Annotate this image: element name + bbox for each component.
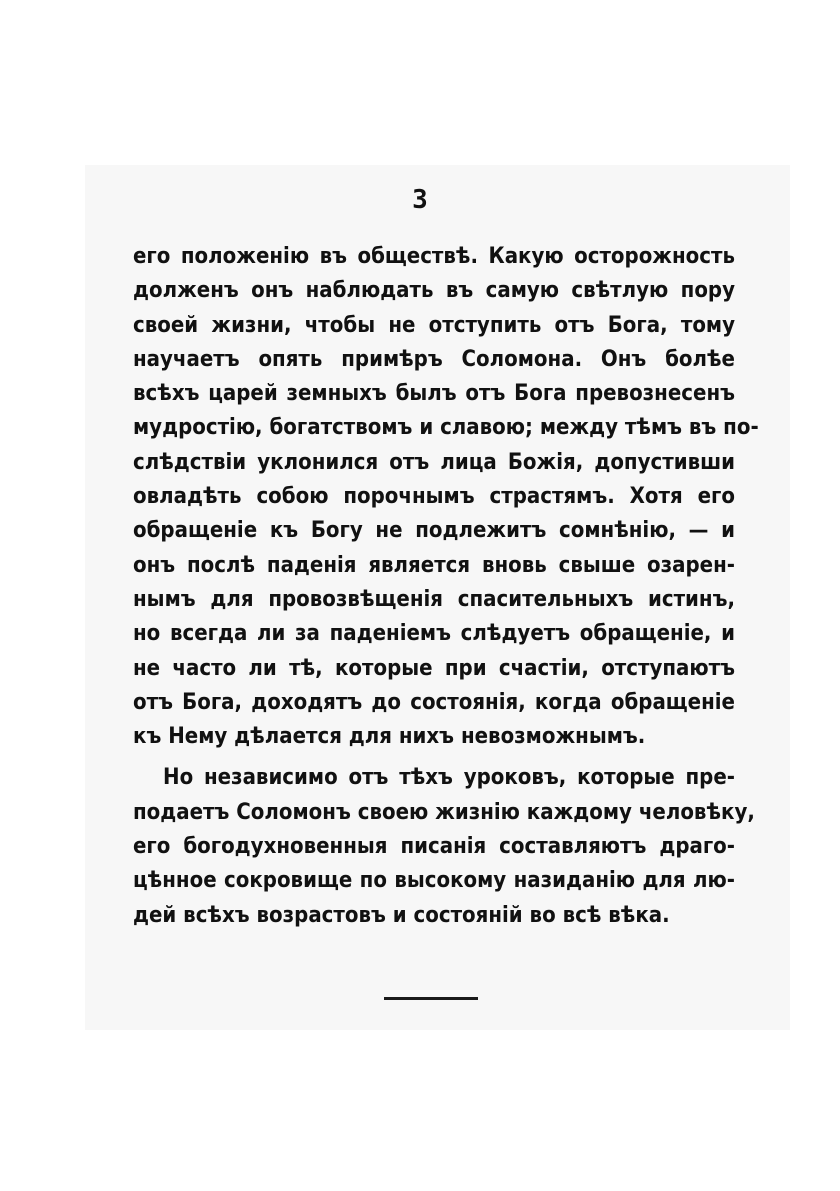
end-rule [384, 997, 478, 1000]
text-line: Но независимо отъ тѣхъ уроковъ, которые пре- [163, 765, 735, 791]
text-line: овладѣть собою порочнымъ страстямъ. Хотя его [133, 484, 735, 510]
text-line: не часто ли тѣ, которые при счастіи, отступаютъ [133, 655, 735, 681]
paragraph-2 [133, 761, 755, 932]
text-line: мудростію, богатствомъ и славою; между тѣмъ въ по- [133, 415, 759, 441]
text-line: онъ послѣ паденія является вновь свыше озарен- [133, 552, 735, 578]
text-line: его положенію въ обществѣ. Какую осторожность [133, 244, 735, 269]
text-line: обращеніе къ Богу не подлежитъ сомнѣнію, — и [133, 518, 735, 544]
body-text [133, 240, 759, 933]
text-line: дей всѣхъ возрастовъ и состояній во всѣ вѣка. [133, 902, 670, 928]
text-line: цѣнное сокровище по высокому назиданію для лю- [133, 868, 735, 894]
text-line: своей жизни, чтобы не отступить отъ Бога, тому [133, 312, 735, 338]
text-line: слѣдствіи уклонился отъ лица Божія, допустивши [133, 449, 735, 475]
paragraph-1 [133, 240, 759, 754]
text-line: но всегда ли за паденіемъ слѣдуетъ обращеніе, и [133, 621, 735, 647]
text-line: его богодухновенныя писанія составляютъ драго- [133, 834, 735, 860]
page-number: 3 [412, 185, 428, 215]
text-line: подаетъ Соломонъ своею жизнію каждому человѣку, [133, 799, 755, 825]
text-line: нымъ для провозвѣщенія спасительныхъ истинъ, [133, 586, 735, 612]
text-line: научаетъ опять примѣръ Соломона. Онъ болѣе [133, 346, 735, 372]
text-line: всѣхъ царей земныхъ былъ отъ Бога превознесенъ [133, 381, 735, 407]
text-line: къ Нему дѣлается для нихъ невозможнымъ. [133, 724, 646, 750]
text-line: отъ Бога, доходятъ до состоянія, когда обращеніе [133, 689, 735, 715]
text-line: долженъ онъ наблюдать въ самую свѣтлую пору [133, 278, 735, 304]
